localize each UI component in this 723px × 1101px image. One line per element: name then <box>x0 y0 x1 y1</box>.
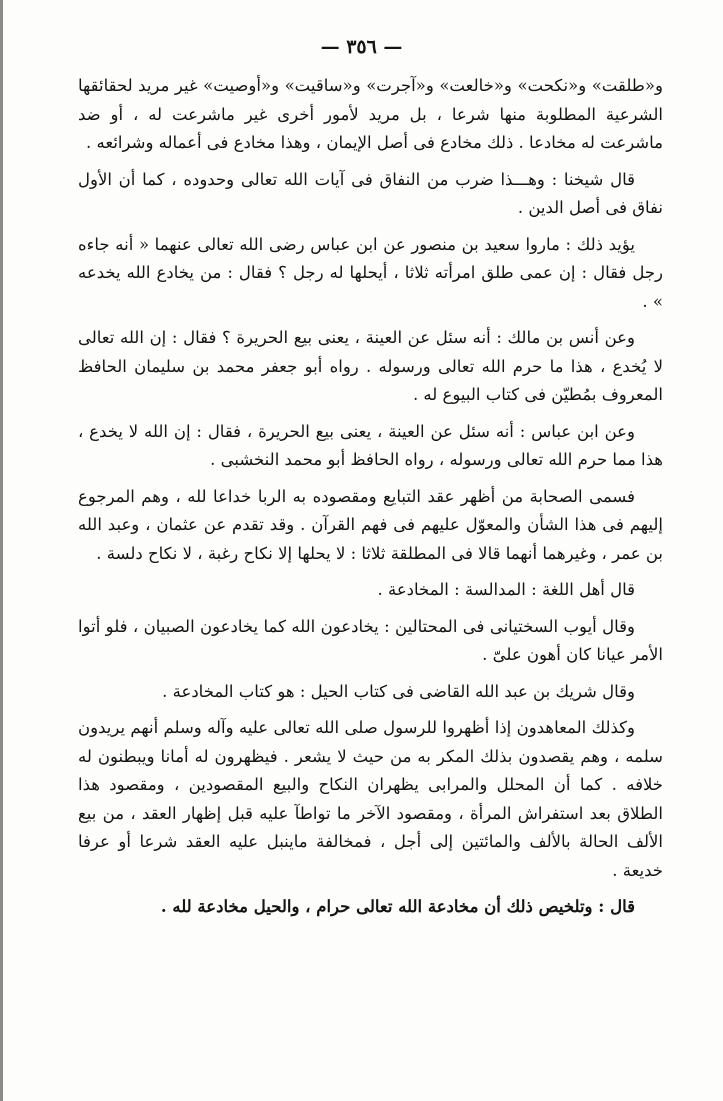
paragraph: وكذلك المعاهدون إذا أظهروا للرسول صلى الله تعالى عليه وآله وسلم أنهم يريدون سلمه ، وهم يقصدون بذلك المكر به من حيث لا يشعر . فيظهرون له أمانا ويبطنون له خلافه . كما أن المحلل والمرابى يظهران النكاح والبيع المقصودين ، ومقصود هذا الطلاق بعد استفراش المرأة ، ومقصود الآخر ما تواطآ عليه قبل إظهار العقد ، من بيع الألف الحالة بالألف والمائتين إلى أجل ، فمخالفة ماينبل عليه العقد شرعا أو عرفا خديعة . <box>78 718 663 880</box>
paragraph: قال : وتلخيص ذلك أن مخادعة الله تعالى حرام ، والحيل مخادعة لله . <box>160 897 635 916</box>
paragraph: فسمى الصحابة من أظهر عقد التبايع ومقصوده به الربا خداعا لله ، وهم المرجوع إليهم فى هذا الشأن والمعوّل عليهم فى فهم القرآن . وقد تقدم عن عثمان ، وعبد الله بن عمر ، وغيرهما أنهما قالا فى المطلقة ثلاثا : لا يحلها إلا نكاح رغبة ، لا نكاح دلسة . <box>78 486 663 563</box>
scan-edge-shadow <box>0 0 3 1101</box>
paragraph: وقال شريك بن عبد الله القاضى فى كتاب الحيل : هو كتاب المخادعة . <box>162 681 635 701</box>
paragraph: و«طلقت» و«نكحت» و«خالعت» و«آجرت» و«ساقيت» و«أوصيت» غير مريد لحقائقها الشرعية المطلوبة منها شرعا ، بل مريد لأمور أخرى غير ماشرعت له ، أو ضد ماشرعت له مخادعا . ذلك مخادع فى أصل الإيمان ، وهذا مخادع فى أعماله وشرائعه . <box>78 76 663 152</box>
paragraph: يؤيد ذلك : ماروا سعيد بن منصور عن ابن عباس رضى الله تعالى عنهما « أنه جاءه رجل فقال : إن عمى طلق امرأته ثلاثا ، أيحلها له رجل ؟ فقال : من يخادع الله يخدعه » . <box>78 234 663 311</box>
paragraph: قال شيخنا : وهـــذا ضرب من النفاق فى آيات الله تعالى وحدوده ، كما أن الأول نفاق فى أصل الدين . <box>78 169 663 217</box>
paragraph: قال أهل اللغة : المدالسة : المخادعة . <box>377 580 635 599</box>
paragraph: وعن أنس بن مالك : أنه سئل عن العينة ، يعنى بيع الحريرة ؟ فقال : إن الله تعالى لا يُخدع ، هذا ما حرم الله تعالى ورسوله . رواه أبو جعفر محمد بن سليمان الحافظ المعروف بمُطيّن فى كتاب البيوع له . <box>78 328 663 404</box>
paragraph: وعن ابن عباس : أنه سئل عن العينة ، يعنى بيع الحريرة ، فقال : إن الله لا يخدع ، هذا مما حرم الله تعالى ورسوله ، رواه الحافظ أبو محمد النخشبى . <box>78 421 663 469</box>
page-number: — ٣٥٦ — <box>320 36 403 58</box>
page-body <box>78 72 663 930</box>
paragraph: وقال أيوب السختيانى فى المحتالين : يخادعون الله كما يخادعون الصبيان ، فلو أتوا الأمر عيانا كان أهون علىّ . <box>78 616 663 664</box>
